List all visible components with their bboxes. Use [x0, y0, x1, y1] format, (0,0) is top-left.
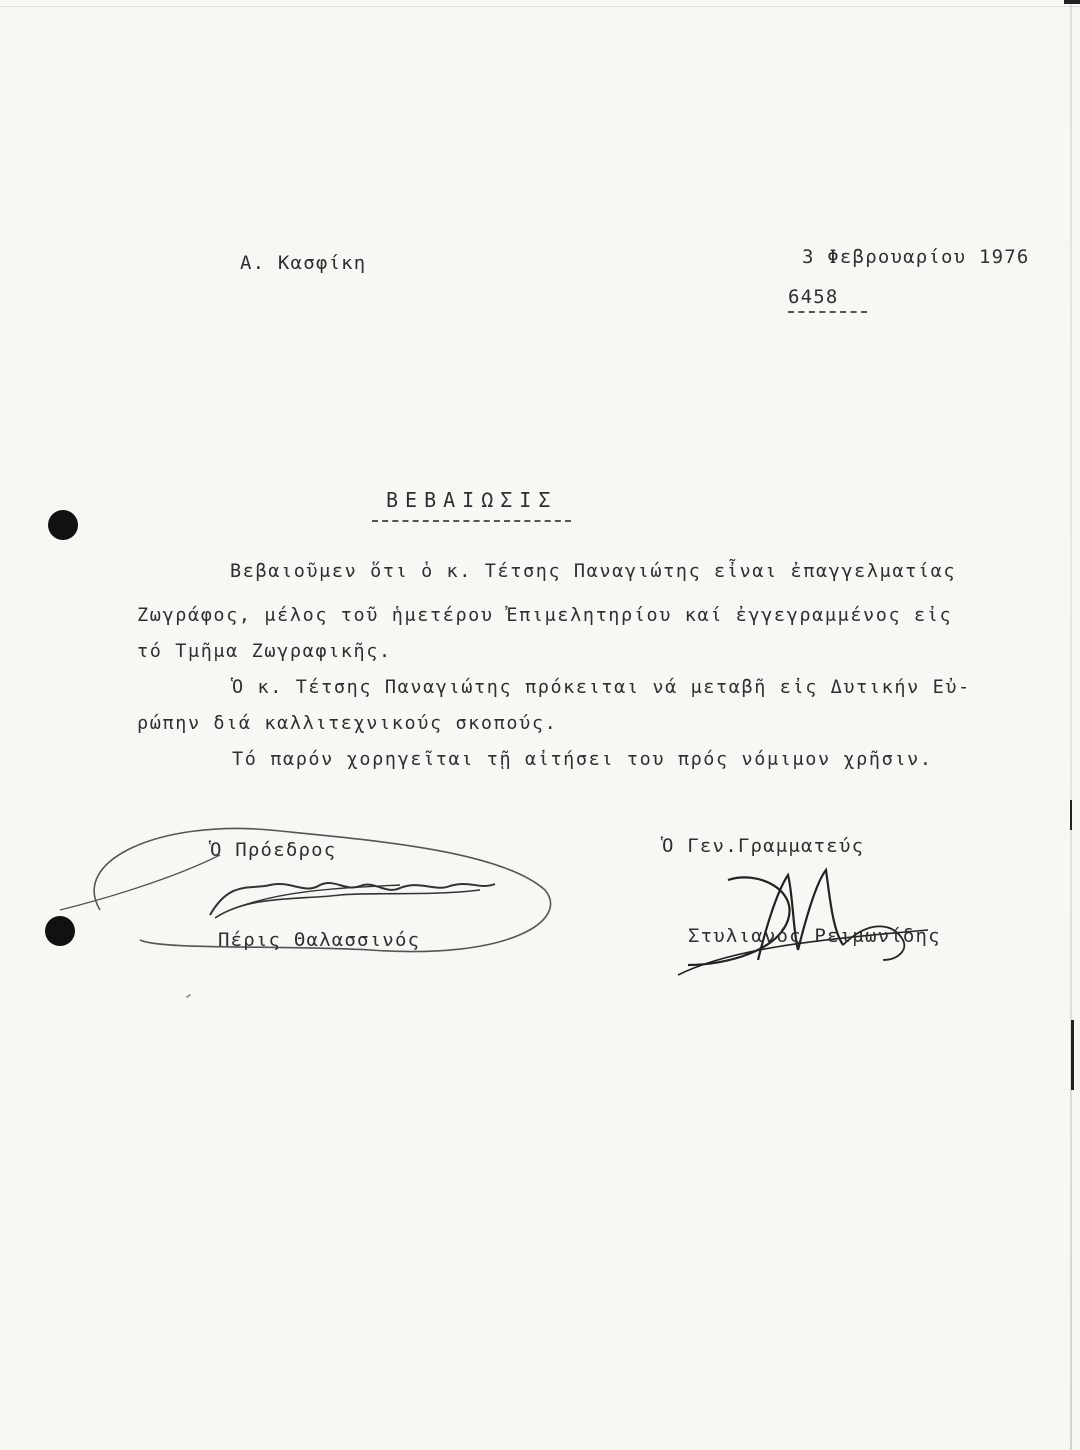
reference-number: 6458 [788, 286, 867, 313]
body-line-2: Ζωγράφος, μέλος τοῦ ἡμετέρου Ἐπιμελητηρίου καί ἐγγεγραμμένος εἰς [137, 605, 953, 626]
body-line-3: τό Τμῆμα Ζωγραφικῆς. [137, 641, 392, 662]
body-line-5: ρώπην διά καλλιτεχνικούς σκοπούς. [137, 713, 558, 734]
scan-mark-right-1 [1070, 800, 1072, 830]
sender-name: Α. Κασφίκη [240, 252, 367, 274]
president-name: Πέρις Θαλασσινός [218, 929, 421, 951]
page-top-edge [0, 6, 1080, 7]
page-right-edge [1070, 0, 1072, 1450]
secretary-general-name: Στυλιανός Ρειμωνίδης [688, 925, 941, 947]
body-line-4: Ὁ κ. Τέτσης Παναγιώτης πρόκειται νά μεταβῆ εἰς Δυτικήν Εὐ- [232, 677, 971, 698]
body-line-1: Βεβαιοῦμεν ὅτι ὁ κ. Τέτσης Παναγιώτης εἶναι ἐπαγγελματίας [230, 561, 957, 582]
scan-mark-top-right [1064, 0, 1080, 4]
stray-mark [186, 994, 191, 999]
letter-date: 3 Φεβρουαρίου 1976 [802, 246, 1030, 268]
secretary-general-title: Ὁ Γεν.Γραμματεύς [662, 835, 865, 857]
document-heading: ΒΕΒΑΙΩΣΙΣ [372, 488, 571, 522]
body-line-6: Τό παρόν χορηγεῖται τῇ αἰτήσει του πρός νόμιμον χρῆσιν. [232, 749, 933, 770]
scan-mark-right-2 [1071, 1020, 1074, 1090]
punch-hole-upper [48, 510, 78, 540]
president-title: Ὁ Πρόεδρος [210, 839, 337, 861]
secretary-general-signature [668, 850, 948, 990]
